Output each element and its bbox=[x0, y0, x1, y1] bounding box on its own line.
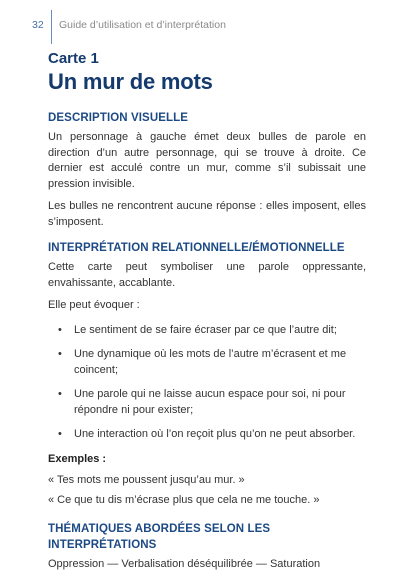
bullet-icon: • bbox=[58, 323, 62, 336]
paragraph: Elle peut évoquer : bbox=[48, 299, 140, 311]
section-heading: THÉMATIQUES ABORDÉES SELON LES INTERPRÉTATIONS bbox=[48, 522, 271, 551]
examples-heading: Exemples : bbox=[48, 452, 107, 465]
list-item-text: Une parole qui ne laisse aucun espace pour soi, ni pour répondre ni pour exister; bbox=[74, 388, 346, 416]
section-heading: INTERPRÉTATION RELATIONNELLE/ÉMOTIONNELLE bbox=[48, 242, 345, 254]
section-visual-description bbox=[48, 110, 366, 230]
paragraph: Cette carte peut symboliser une parole oppressante, envahissante, accablante. bbox=[48, 261, 366, 289]
header-divider bbox=[51, 10, 52, 44]
list-item-text: Une dynamique où les mots de l’autre m’écrasent et me coincent; bbox=[74, 348, 347, 376]
bullet-icon: • bbox=[58, 348, 62, 360]
list-item-text: Le sentiment de se faire écraser par ce que l’autre dit; bbox=[74, 323, 337, 336]
bullet-icon: • bbox=[58, 388, 62, 400]
list-item bbox=[48, 427, 366, 443]
section-themes bbox=[48, 521, 366, 573]
section-examples bbox=[48, 452, 366, 509]
bullet-icon: • bbox=[58, 428, 62, 440]
bullet-list bbox=[48, 323, 366, 443]
card-label: Carte 1 bbox=[48, 50, 99, 67]
section-heading: DESCRIPTION VISUELLE bbox=[48, 112, 189, 124]
page-header bbox=[0, 0, 416, 44]
section-interpretation bbox=[48, 240, 366, 443]
running-title: Guide d’utilisation et d’interprétation bbox=[59, 19, 226, 31]
list-item bbox=[48, 347, 366, 378]
paragraph: Les bulles ne rencontrent aucune réponse : elles imposent, elles s’imposent. bbox=[48, 200, 366, 228]
page-content bbox=[48, 50, 366, 579]
card-title: Un mur de mots bbox=[48, 69, 213, 94]
example-quote: « Ce que tu dis m’écrase plus que cela ne me touche. » bbox=[48, 494, 320, 506]
list-item-text: Une interaction où l’on reçoit plus qu’on ne peut absorber. bbox=[74, 428, 356, 440]
example-quote: « Tes mots me poussent jusqu’au mur. » bbox=[48, 473, 245, 486]
themes-text: Oppression — Verbalisation déséquilibrée — Saturation bbox=[48, 557, 321, 570]
list-item bbox=[48, 387, 366, 418]
paragraph: Un personnage à gauche émet deux bulles de parole en direction d’un autre personnage, qui se trouve à droite. Ce dernier est acculé contre un mur, comme s’il subissait une pression invisible. bbox=[48, 131, 366, 190]
list-item bbox=[48, 323, 366, 339]
page-number: 32 bbox=[32, 19, 44, 31]
